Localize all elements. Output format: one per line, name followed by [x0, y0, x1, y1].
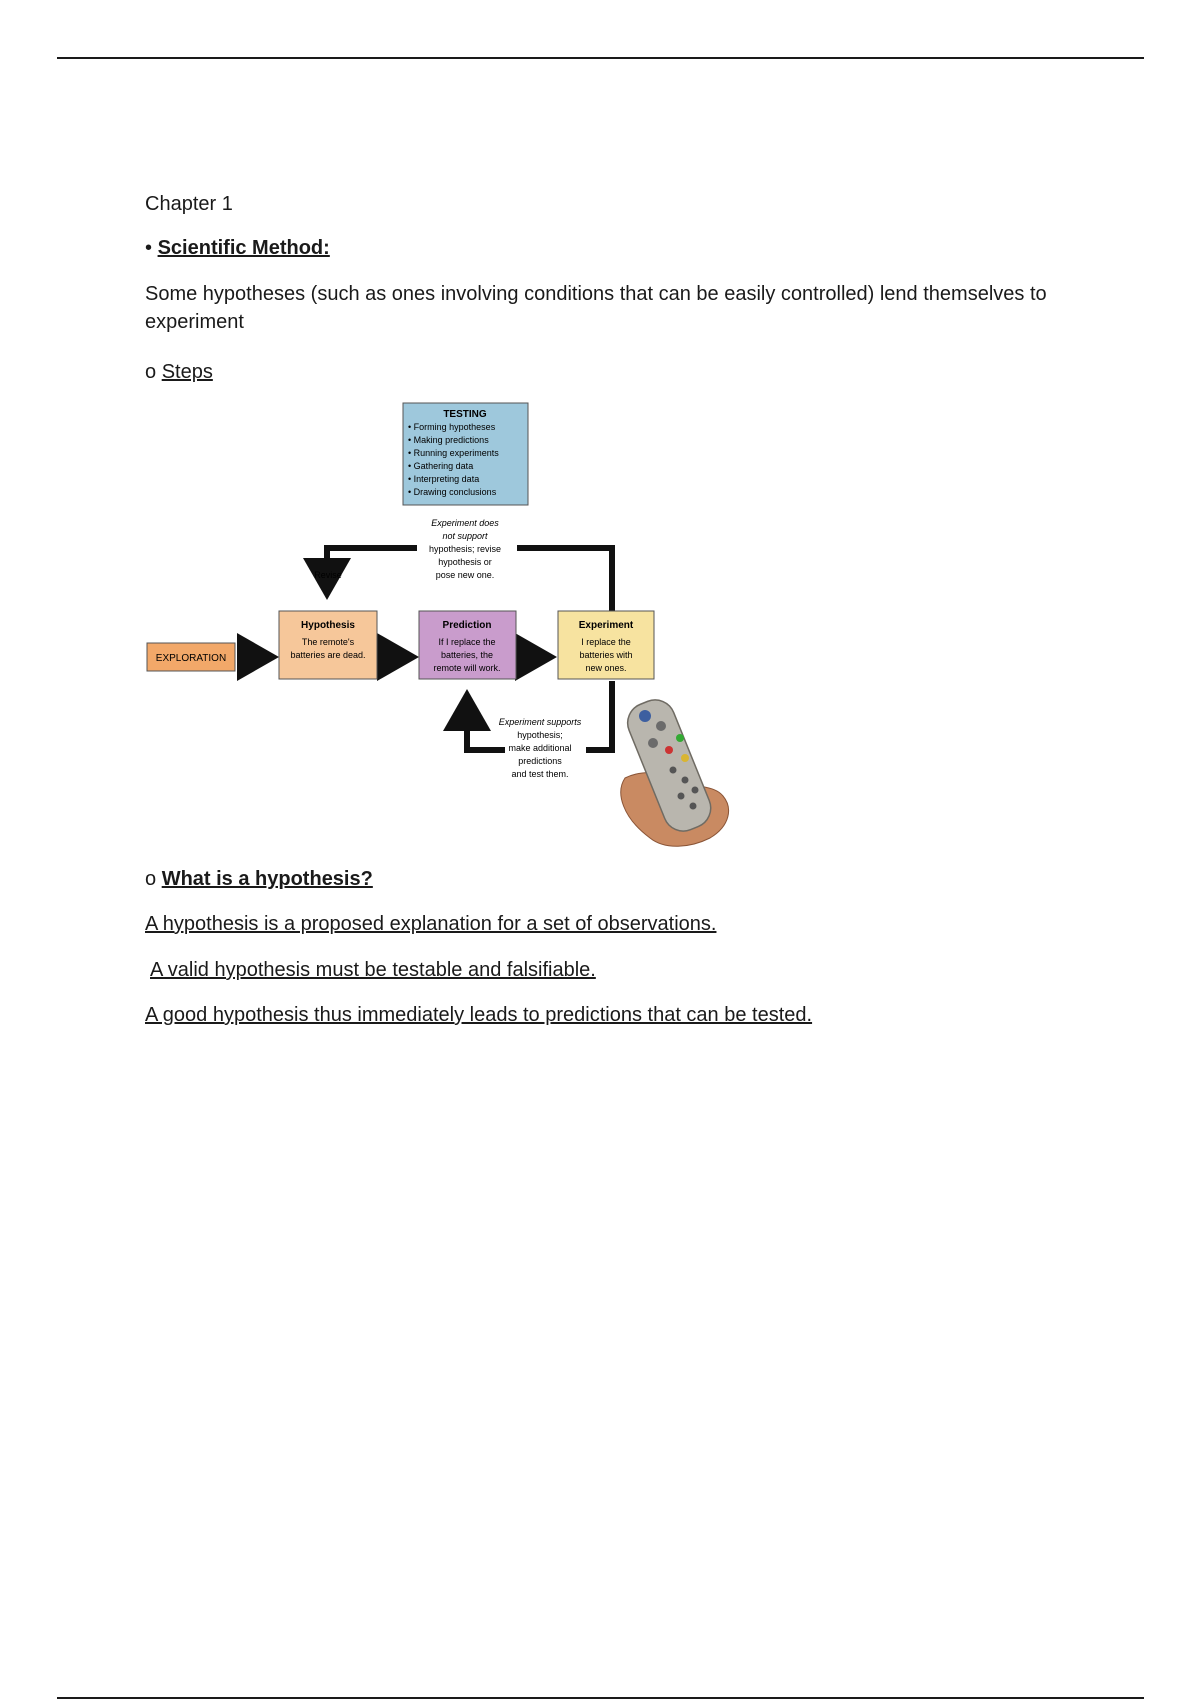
bullet-marker: • — [145, 237, 153, 259]
section-heading — [145, 234, 330, 262]
supports-label: hypothesis; — [517, 730, 563, 740]
supports-label: Experiment supports — [498, 717, 582, 727]
prediction-title: Prediction — [442, 620, 492, 631]
prediction-line: remote will work. — [433, 663, 501, 673]
experiment-line: new ones. — [585, 663, 627, 673]
revise-label: Revise — [314, 570, 342, 580]
not-support-label: hypothesis; revise — [428, 544, 502, 554]
remote-button — [678, 793, 685, 800]
remote-button — [692, 787, 699, 794]
testing-item: • Forming hypotheses — [408, 422, 496, 432]
hypothesis-line: The remote's — [301, 637, 355, 647]
header-rule — [57, 57, 1144, 59]
sub-marker: o — [145, 361, 157, 383]
experiment-line: I replace the — [581, 637, 631, 647]
hypothesis-line: batteries are dead. — [290, 650, 366, 660]
not-support-label: hypothesis or — [438, 557, 492, 567]
experiment-title: Experiment — [578, 620, 634, 631]
sub-marker: o — [145, 868, 157, 890]
not-support-label: Experiment does — [431, 518, 499, 528]
testing-item: • Making predictions — [408, 435, 489, 445]
supports-label: make additional — [508, 743, 572, 753]
testing-item: • Running experiments — [408, 448, 499, 458]
question-heading — [145, 865, 373, 893]
remote-button-red — [665, 746, 673, 754]
remote-button-yellow — [681, 754, 689, 762]
remote-button — [656, 721, 666, 731]
exploration-box — [147, 643, 235, 671]
remote-button — [682, 777, 689, 784]
chapter-heading: Chapter 1 — [145, 193, 233, 215]
prediction-line: If I replace the — [438, 637, 496, 647]
intro-paragraph: Some hypotheses (such as ones involving conditions that can be easily controlled) lend themselves to experiment — [145, 283, 1047, 333]
remote-button-blue — [639, 710, 651, 722]
remote-button-green — [676, 734, 684, 742]
steps-heading — [145, 358, 213, 386]
testing-item: • Interpreting data — [408, 474, 480, 484]
testing-item: • Gathering data — [408, 461, 474, 471]
section-title: Scientific Method: — [157, 237, 330, 259]
not-support-label: not support — [442, 531, 488, 541]
hypothesis-box — [279, 611, 377, 679]
definition-3: A good hypothesis thus immediately leads to predictions that can be tested. — [145, 1004, 813, 1026]
scientific-method-diagram — [145, 398, 735, 848]
prediction-box — [419, 611, 516, 679]
remote-button — [670, 767, 677, 774]
remote-button — [648, 738, 658, 748]
not-support-label: pose new one. — [435, 570, 495, 580]
testing-title: TESTING — [443, 409, 487, 420]
remote-control-illustration — [621, 694, 729, 846]
definition-1: A hypothesis is a proposed explanation for a set of observations. — [145, 913, 717, 935]
experiment-box — [558, 611, 654, 679]
exploration-label: EXPLORATION — [155, 653, 227, 664]
prediction-line: batteries, the — [440, 650, 494, 660]
testing-item: • Drawing conclusions — [408, 487, 497, 497]
supports-label: predictions — [518, 756, 562, 766]
hypothesis-title: Hypothesis — [301, 620, 355, 631]
testing-box — [403, 403, 528, 505]
loop-bottom-right — [586, 681, 612, 750]
remote-button — [690, 803, 697, 810]
footer-rule — [57, 1697, 1144, 1699]
question-label: What is a hypothesis? — [161, 868, 373, 890]
steps-label: Steps — [161, 361, 213, 383]
supports-label: and test them. — [511, 769, 569, 779]
experiment-line: batteries with — [579, 650, 633, 660]
definition-2: A valid hypothesis must be testable and falsifiable. — [150, 959, 596, 981]
